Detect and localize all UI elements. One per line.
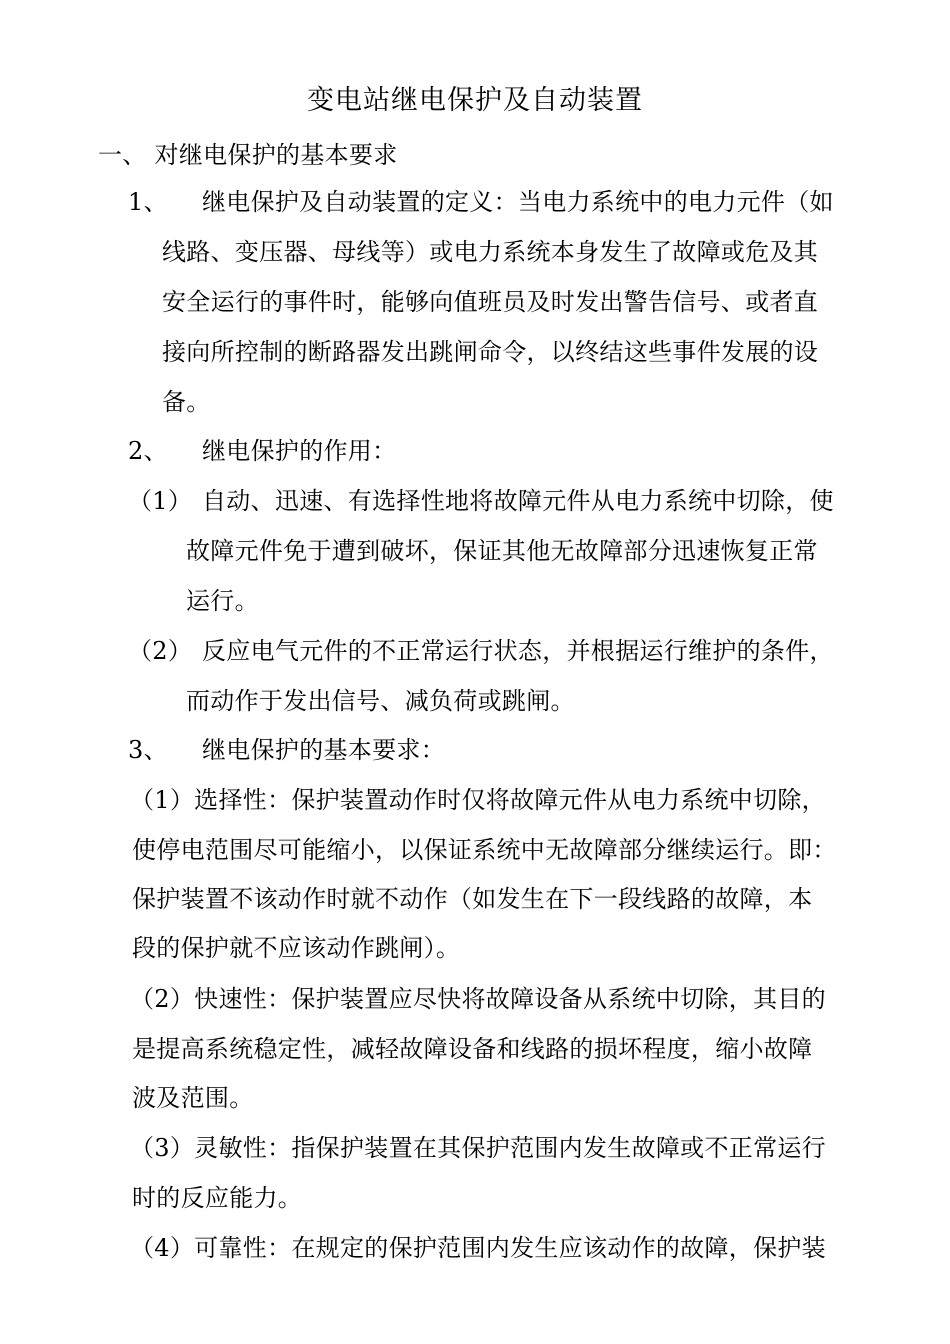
paragraph-line: 而动作于发出信号、减负荷或跳闸。 (186, 687, 575, 715)
paragraph-line: 反应电气元件的不正常运行状态，并根据运行维护的条件， (202, 637, 834, 665)
paragraph-line: 线路、变压器、母线等）或电力系统本身发生了故障或危及其 (162, 238, 819, 266)
item-heading: 继电保护的基本要求： (202, 736, 445, 764)
paragraph-line: 继电保护及自动装置的定义：当电力系统中的电力元件（如 (202, 188, 834, 216)
paragraph-line: 故障元件免于遭到破坏，保证其他无故障部分迅速恢复正常 (186, 537, 818, 565)
paragraph-line: 备。 (162, 388, 211, 416)
item-number: 1、 (128, 188, 168, 216)
paragraph-line: 运行。 (186, 587, 259, 615)
paragraph-line: 时的反应能力。 (132, 1184, 303, 1212)
item-number: 3、 (128, 736, 168, 764)
paragraph-line: 波及范围。 (132, 1084, 254, 1112)
item-number: 2、 (128, 437, 168, 465)
paragraph-line: 使停电范围尽可能缩小，以保证系统中无故障部分继续运行。即： (132, 836, 837, 864)
paragraph-line: （2）快速性：保护装置应尽快将故障设备从系统中切除，其目的 (130, 985, 826, 1013)
sub-item-number: （2） (128, 637, 193, 665)
paragraph-line: （1）选择性：保护装置动作时仅将故障元件从电力系统中切除， (130, 786, 826, 814)
paragraph-line: 是提高系统稳定性，减轻故障设备和线路的损坏程度，缩小故障 (132, 1035, 813, 1063)
paragraph-line: （3）灵敏性：指保护装置在其保护范围内发生故障或不正常运行 (130, 1134, 826, 1162)
paragraph-line: 段的保护就不应该动作跳闸）。 (132, 934, 461, 962)
document-title: 变电站继电保护及自动装置 (307, 85, 643, 116)
sub-item-number: （1） (128, 487, 193, 515)
paragraph-line: （4）可靠性：在规定的保护范围内发生应该动作的故障，保护装 (130, 1234, 826, 1262)
paragraph-line: 安全运行的事件时，能够向值班员及时发出警告信号、或者直 (162, 288, 819, 316)
paragraph-line: 自动、迅速、有选择性地将故障元件从电力系统中切除，使 (202, 487, 834, 515)
section-heading: 一、 对继电保护的基本要求 (98, 141, 398, 169)
item-heading: 继电保护的作用： (202, 437, 397, 465)
paragraph-line: 接向所控制的断路器发出跳闸命令，以终结这些事件发展的设 (162, 338, 819, 366)
paragraph-line: 保护装置不该动作时就不动作（如发生在下一段线路的故障，本 (132, 885, 813, 913)
